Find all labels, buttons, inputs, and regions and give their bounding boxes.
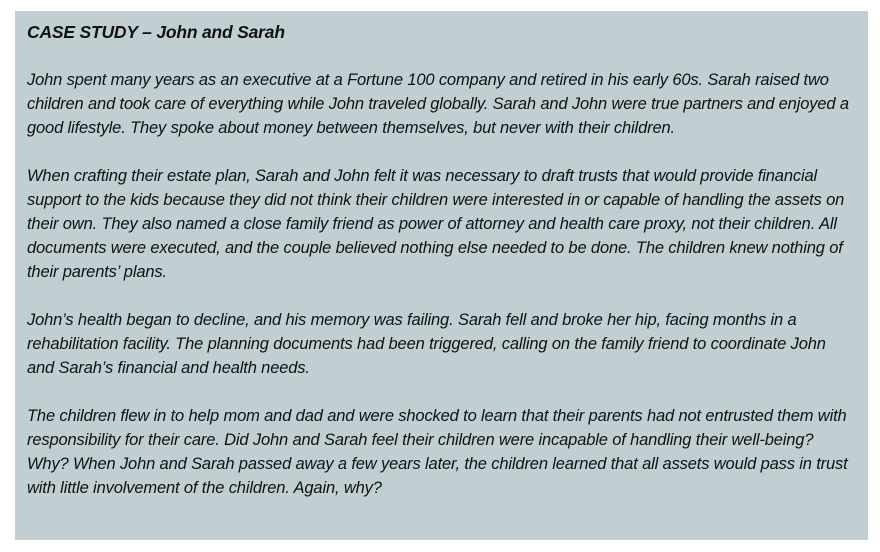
case-study-paragraph-2: When crafting their estate plan, Sarah and John felt it was necessary to draft trusts that would provide financial support to the kids because they did not think their children were interested in or capable of handling the assets on their own. They also named a close family friend as power of attorney and health care proxy, not their children. All documents were executed, and the couple believed nothing else needed to be done. The children knew nothing of their parents’ plans. <box>27 167 845 281</box>
case-study-paragraph-3: John’s health began to decline, and his memory was failing. Sarah fell and broke her hip, facing months in a rehabilitation facility. The planning documents had been triggered, calling on the family friend to coordinate John and Sarah’s financial and health needs. <box>27 311 826 377</box>
case-study-paragraph-4: The children flew in to help mom and dad and were shocked to learn that their parents had not entrusted them with responsibility for their care. Did John and Sarah feel their children were incapable of handling their well-being? Why? When John and Sarah passed away a few years later, the children learned that all assets would pass in trust with little involvement of the children. Again, why? <box>27 407 848 497</box>
case-study-paragraph-1: John spent many years as an executive at a Fortune 100 company and retired in his early 60s. Sarah raised two children and took care of everything while John traveled globally. Sarah and John were true partners and enjoyed a good lifestyle. They spoke about money between themselves, but never with their children. <box>27 71 849 137</box>
case-study-title: CASE STUDY – John and Sarah <box>27 22 285 42</box>
case-study-box <box>15 11 868 540</box>
